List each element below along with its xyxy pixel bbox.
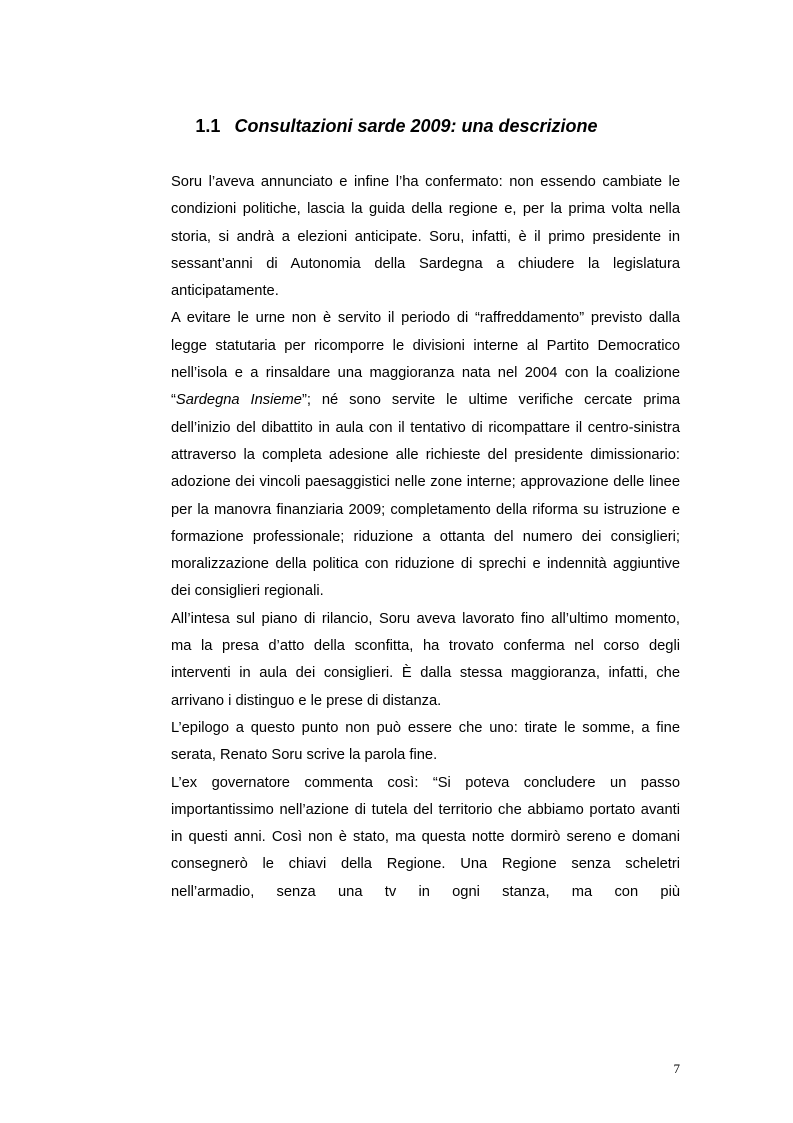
section-title: Consultazioni sarde 2009: una descrizione	[234, 116, 598, 136]
section-number: 1.1	[195, 116, 221, 136]
paragraph-3: All’intesa sul piano di rilancio, Soru aveva lavorato fino all’ultimo momento, ma la presa d’atto della sconfitta, ha trovato conferma nel corso degli interventi in aula dei consiglieri. È dalla stessa maggioranza, infatti, che arrivano i distinguo e le prese di distanza.	[171, 610, 680, 709]
paragraph-1: Soru l’aveva annunciato e infine l’ha confermato: non essendo cambiate le condizioni politiche, lascia la guida della regione e, per la prima volta nella storia, si andrà a elezioni anticipate. Soru, infatti, è il primo presidente in sessant’anni di Autonomia della Sardegna a chiudere la legislatura anticipatamente.	[171, 174, 680, 300]
section-heading	[0, 114, 793, 138]
body-text	[171, 169, 680, 906]
page-number: 7	[673, 1061, 680, 1076]
paragraph-2	[171, 305, 680, 605]
paragraph-2-part-2: ”; né sono servite le ultime verifiche cercate prima dell’inizio del dibattito in aula con il tentativo di ricompattare il centro-sinistra attraverso la completa adesione alle richieste del presidente dimissionario: adozione dei vincoli paesaggistici nelle zone interne; approvazione delle linee per la manovra finanziaria 2009; completamento della riforma su istruzione e formazione professionale; riduzione a ottanta del numero dei consiglieri; moralizzazione della politica con riduzione di sprechi e indennità aggiuntive dei consiglieri regionali.	[171, 392, 680, 600]
paragraph-2-part-1: A evitare le urne non è servito il periodo di “raffreddamento” previsto dalla legge statutaria per ricomporre le divisioni interne al Partito Democratico nell’isola e a rinsaldare una maggioranza nata nel 2004 con la coalizione “	[171, 310, 680, 409]
coalition-name: Sardegna Insieme	[175, 392, 302, 409]
paragraph-5: L’ex governatore commenta così: “Si poteva concludere un passo importantissimo nell’azione di tutela del territorio che abbiamo portato avanti in questi anni. Così non è stato, ma questa notte dormirò sereno e domani consegnerò le chiavi della Regione. Una Regione senza scheletri nell’armadio, senza una tv in ogni stanza, ma con più	[171, 774, 680, 900]
paragraph-4: L’epilogo a questo punto non può essere che uno: tirate le somme, a fine serata, Renato Soru scrive la parola fine.	[171, 719, 680, 764]
